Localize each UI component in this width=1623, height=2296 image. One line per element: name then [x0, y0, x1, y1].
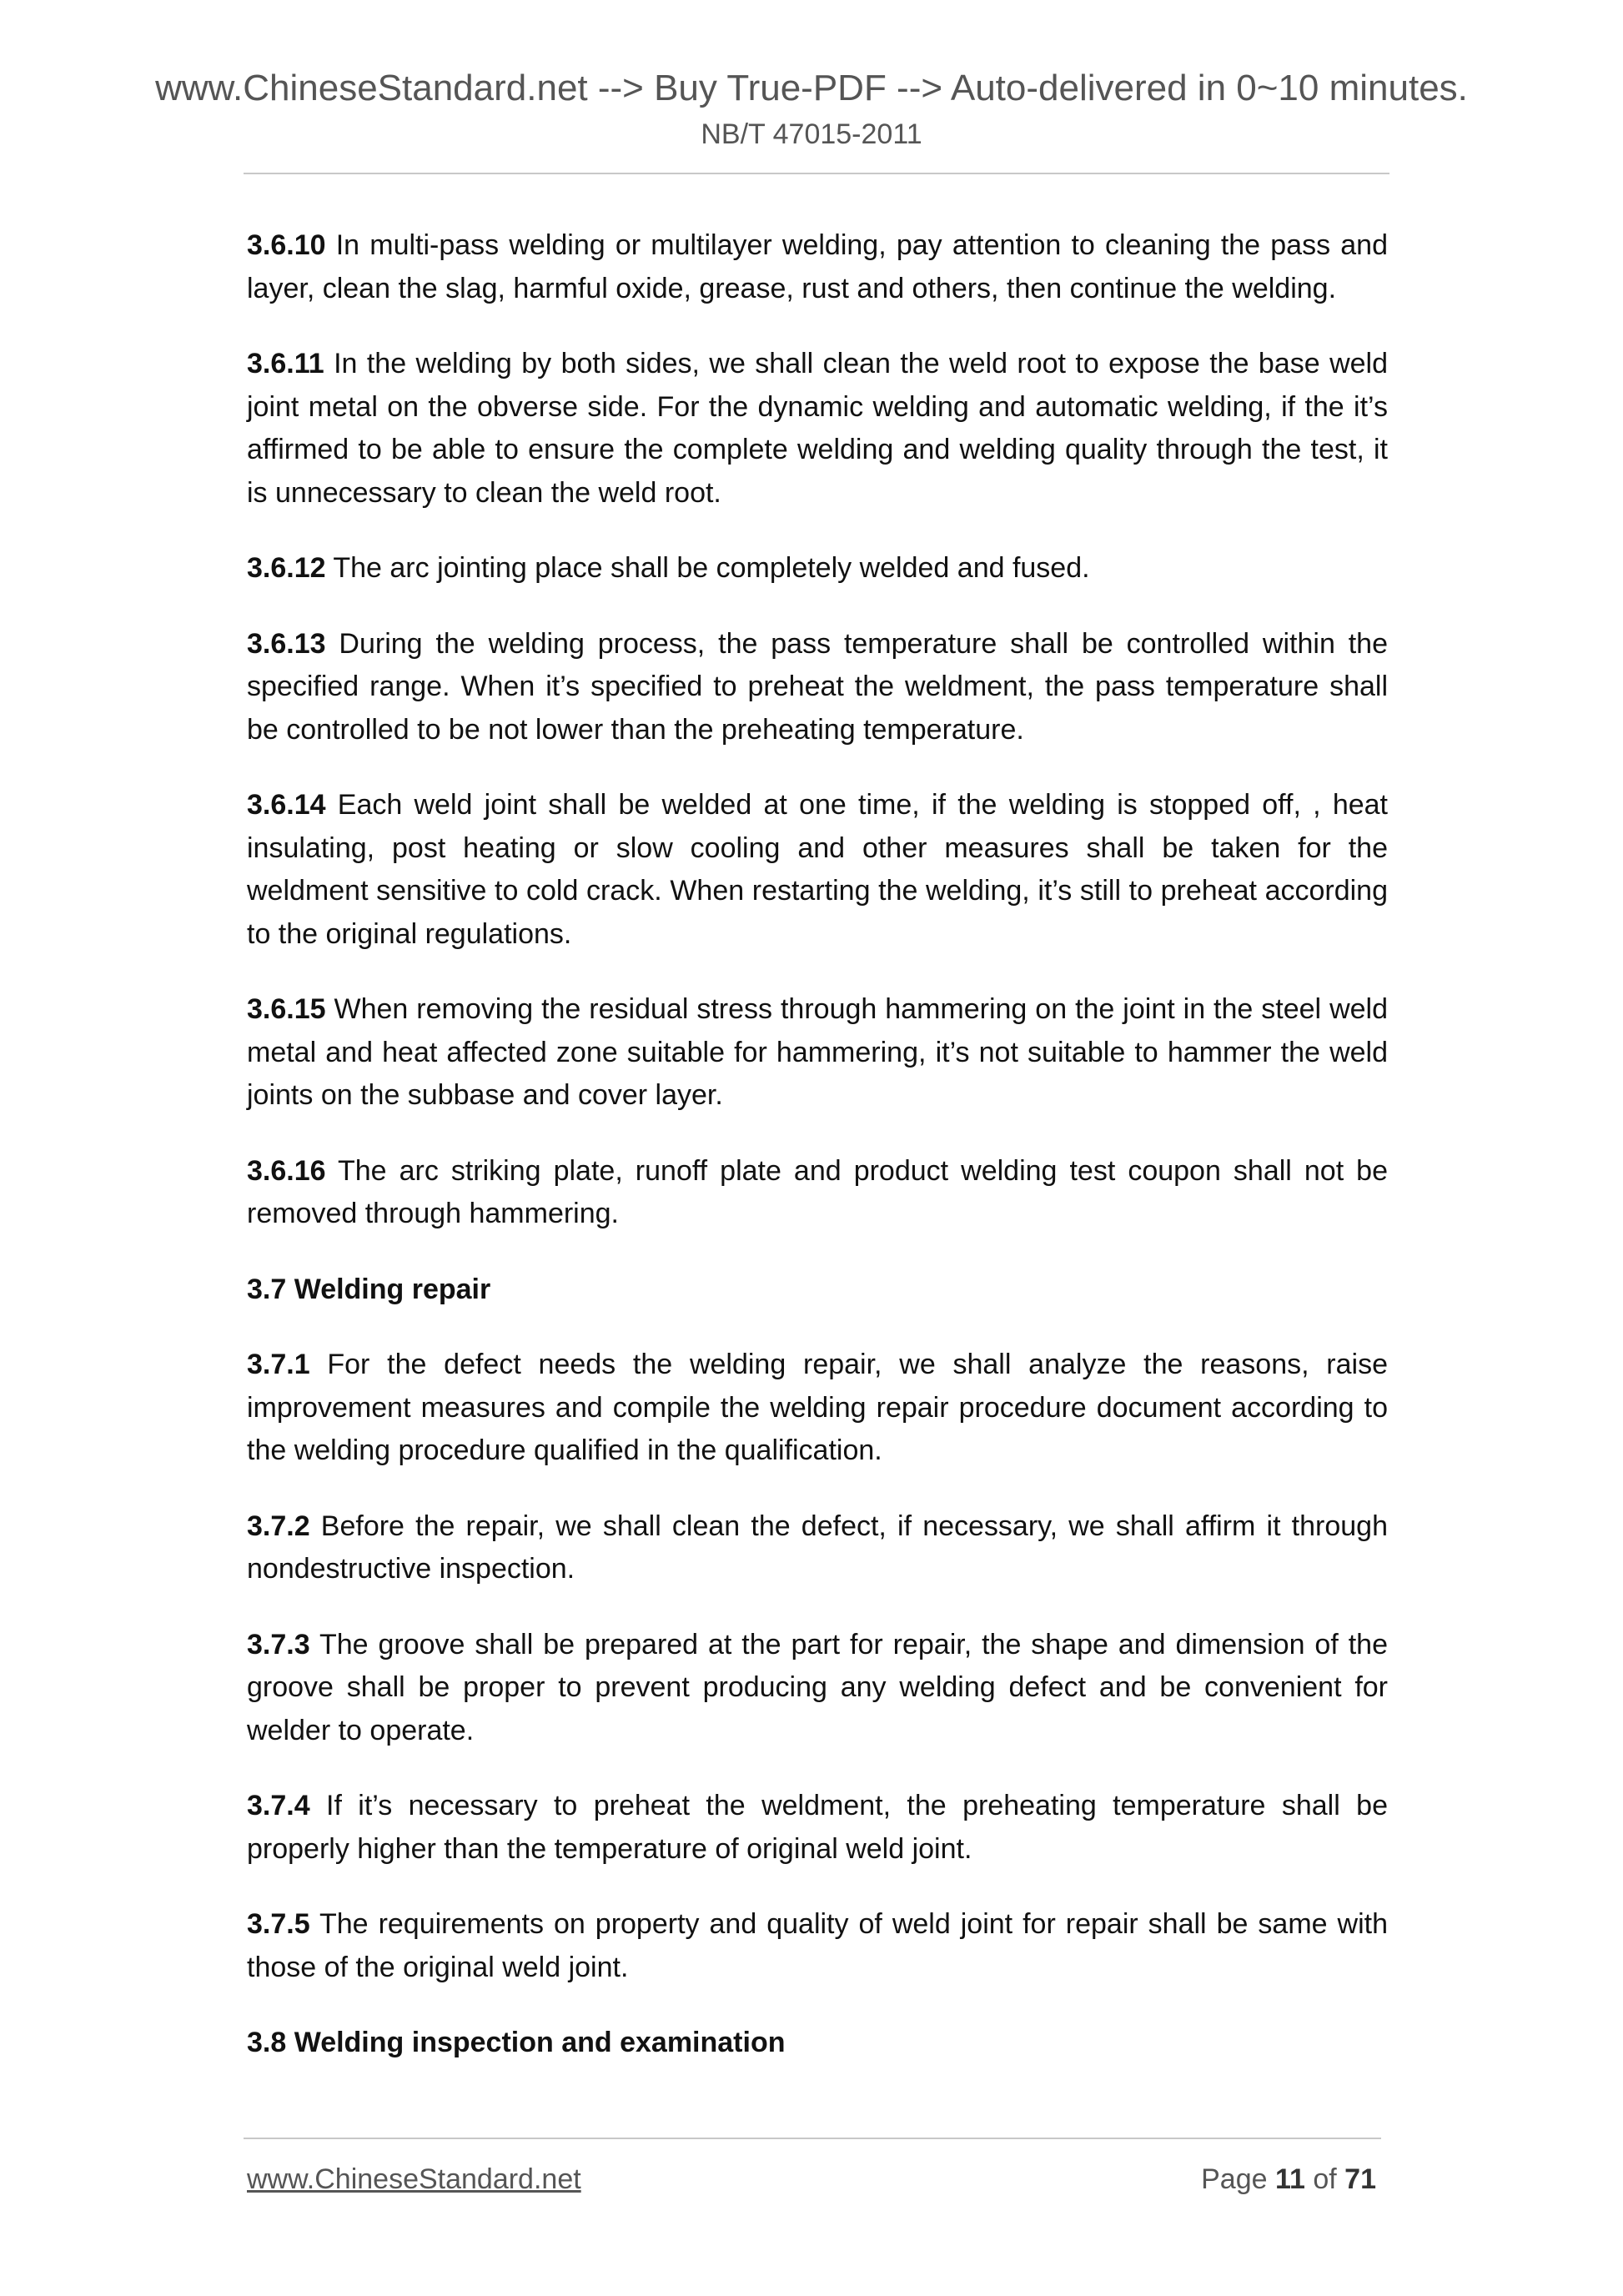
- clause-number: 3.6.14: [247, 789, 326, 821]
- clause-3-7-5: [247, 1903, 1388, 1989]
- section-heading-3-8: 3.8 Welding inspection and examination: [247, 2027, 786, 2058]
- current-page-number: 11: [1274, 2163, 1305, 2195]
- clause-3-6-10: [247, 224, 1388, 310]
- clause-3-7-3: [247, 1624, 1388, 1753]
- clause-number: 3.6.10: [247, 229, 326, 261]
- clause-number: 3.7.1: [247, 1349, 310, 1380]
- clause-number: 3.6.16: [247, 1154, 326, 1187]
- footer-website-link[interactable]: www.ChineseStandard.net: [247, 2163, 581, 2195]
- clause-number: 3.7.3: [247, 1628, 310, 1660]
- header-divider: [244, 173, 1389, 174]
- clause-text: For the defect needs the welding repair, we shall analyze the reasons, raise improvement measures and compile the welding repair procedure document according to the welding procedure qualified in the qualification.: [247, 1349, 1388, 1466]
- clause-text: The arc striking plate, runoff plate and product welding test coupon shall not be removed through hammering.: [247, 1154, 1388, 1229]
- clause-number: 3.6.12: [247, 552, 326, 584]
- clause-3-7-2: [247, 1505, 1388, 1591]
- clause-number: 3.7.5: [247, 1908, 310, 1940]
- clause-3-6-14: [247, 784, 1388, 956]
- clause-3-7-1: [247, 1344, 1388, 1473]
- clause-text: In multi-pass welding or multilayer welding, pay attention to cleaning the pass and layer, clean the slag, harmful oxide, grease, rust and others, then continue the welding.: [247, 229, 1388, 304]
- clause-text: Each weld joint shall be welded at one time, if the welding is stopped off, , heat insulating, post heating or slow cooling and other measures shall be taken for the weldment sensitive to cold crack. When restarting the welding, it’s still to preheat according to the original regulations.: [247, 789, 1388, 950]
- clause-text: The arc jointing place shall be completely welded and fused.: [325, 552, 1090, 584]
- clause-text: If it’s necessary to preheat the weldment, the preheating temperature shall be properly higher than the temperature of original weld joint.: [247, 1790, 1388, 1865]
- page-label: Page: [1201, 2163, 1275, 2195]
- clause-number: 3.6.13: [247, 627, 326, 660]
- section-heading-3-7: 3.7 Welding repair: [247, 1273, 491, 1305]
- clause-text: During the welding process, the pass temperature shall be controlled within the specified range. When it’s specified to preheat the weldment, the pass temperature shall be controlled to be not lower than the preheating temperature.: [247, 627, 1388, 746]
- clause-text: The groove shall be prepared at the part for repair, the shape and dimension of the groove shall be proper to prevent producing any welding defect and be convenient for welder to operate.: [247, 1628, 1388, 1746]
- document-body: [247, 224, 1388, 2098]
- page-of-label: of: [1304, 2163, 1345, 2195]
- footer-divider: [244, 2138, 1381, 2139]
- clause-3-6-15: [247, 988, 1388, 1118]
- header-banner: www.ChineseStandard.net --> Buy True-PDF --> Auto-delivered in 0~10 minutes.: [155, 68, 1468, 108]
- clause-text: In the welding by both sides, we shall clean the weld root to expose the base weld joint metal on the obverse side. For the dynamic welding and automatic welding, if the it’s affirmed to be able to ensure the complete welding and welding quality through the test, it is unnecessary to clean the weld root.: [247, 348, 1388, 509]
- clause-text: Before the repair, we shall clean the defect, if necessary, we shall affirm it through nondestructive inspection.: [247, 1510, 1388, 1585]
- clause-3-6-11: [247, 343, 1388, 515]
- clause-number: 3.7.4: [247, 1790, 310, 1821]
- clause-number: 3.6.11: [247, 348, 324, 379]
- clause-number: 3.6.15: [247, 993, 326, 1025]
- clause-3-6-13: [247, 623, 1388, 752]
- standard-number: NB/T 47015-2011: [701, 118, 922, 150]
- total-page-count: 71: [1344, 2163, 1376, 2195]
- clause-text: The requirements on property and quality of weld joint for repair shall be same with those of the original weld joint.: [247, 1908, 1388, 1983]
- clause-3-6-12: [247, 547, 1388, 590]
- clause-3-6-16: [247, 1150, 1388, 1236]
- clause-3-7-4: [247, 1785, 1388, 1871]
- clause-text: When removing the residual stress through hammering on the joint in the steel weld metal and heat affected zone suitable for hammering, it’s not suitable to hammer the weld joints on the subbase and cover layer.: [247, 993, 1388, 1111]
- page-indicator: [1201, 2162, 1376, 2197]
- clause-number: 3.7.2: [247, 1510, 310, 1542]
